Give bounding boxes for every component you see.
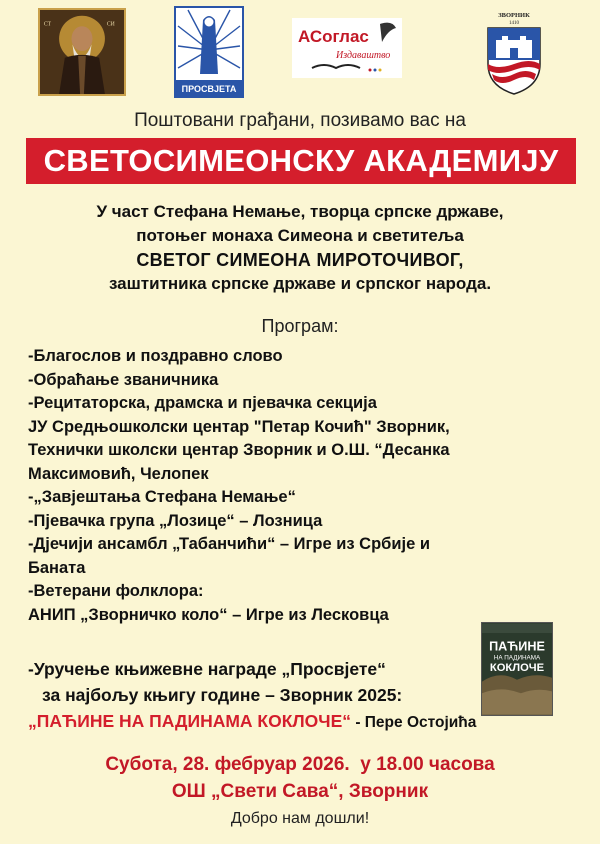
event-info [0,751,600,805]
zvornik-label: ЗВОРНИК [498,12,530,19]
event-datetime: Субота, 28. фебруар 2026. у 18.00 часова [105,754,495,775]
asoglas-sub: Издаваштво [336,50,391,61]
program-item: АНИП „Зворничко коло“ – Игре из Лесковца [28,605,389,624]
welcome-text: Добро нам дошли! [230,810,370,827]
award-line: за најбољу књигу године – Зворник 2025: [42,685,403,705]
event-place: ОШ „Свети Сава“, Зворник [171,781,429,802]
zvornik-coat-of-arms [482,10,546,96]
program-item: -Дјечији ансамбл „Табанчићи“ – Игре из Србије и [28,535,431,553]
book-title-line: НА ПАДИНАМА [493,654,541,662]
zvornik-year: 1410 [509,21,519,26]
program-item: -Ветерани фолклора: [28,582,204,600]
program-item: -Обраћање званичника [28,370,219,389]
svg-text:СТ: СТ [43,21,52,28]
book-title-line: КОКЛОЧЕ [489,661,545,674]
honor-line-saint: СВЕТОГ СИМЕОНА МИРОТОЧИВОГ, [136,250,464,270]
saint-icon [38,8,126,96]
honor-text [0,200,600,296]
prosveta-label: ПРОСВЈЕТА [181,84,237,94]
program-title: Програм: [261,316,339,336]
program-item: Максимовић, Челопек [28,464,209,483]
honor-line: У част Стефана Немање, творца српске државе, [96,202,504,221]
award-line: -Уручење књижевне награде „Просвјете“ [28,659,386,679]
svg-text:СИ: СИ [106,21,115,28]
asoglas-logo [292,18,402,78]
invitation-text: Поштовани грађани, позивамо вас на [134,110,466,131]
program-item: Технички школски центар Зворник и О.Ш. “Десанка [28,441,450,459]
award-book-title: „ПАЋИНЕ НА ПАДИНАМА КОКЛОЧЕ“ [28,711,352,731]
logo-row [0,6,600,98]
title-banner: СВЕТОСИМЕОНСКУ АКАДЕМИЈУ [26,138,576,184]
award-section [28,656,568,736]
honor-line: потоњег монаха Симеона и светитеља [136,226,464,245]
program-list [28,345,528,627]
prosveta-logo [174,6,244,98]
program-item: -Благослов и поздравно слово [28,347,283,365]
book-title-line: ПАЋИНЕ [489,639,545,654]
program-item: Баната [28,558,86,577]
award-book-line [28,708,568,736]
program-item: -„Завјештања Стефана Немање“ [28,488,296,506]
program-item: -Пјевачка група „Лозице“ – Лозница [28,511,323,530]
program-item: -Рецитаторска, драмска и пјевачка секција [28,394,377,412]
honor-line: заштитника српске државе и српског народа. [108,274,492,293]
award-author: - Пере Остојића [351,714,477,731]
asoglas-brand: АСоглас [298,27,369,46]
program-item: ЈУ Средњошколски центар "Петар Кочић" Зворник, [28,417,450,436]
